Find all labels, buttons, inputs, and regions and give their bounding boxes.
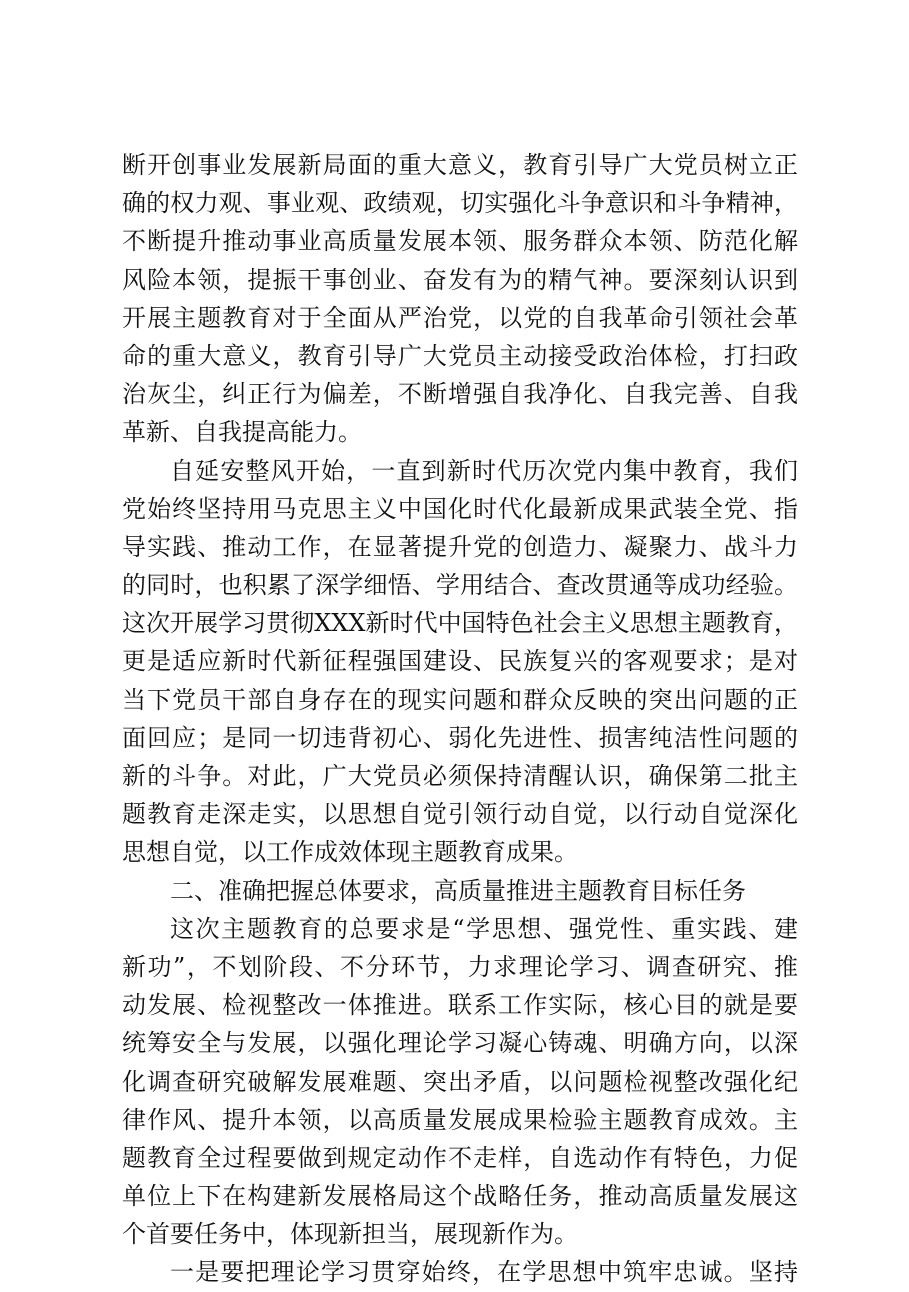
text-line: 当下党员干部自身存在的现实问题和群众反映的突出问题的正	[122, 685, 798, 714]
text-line: 开展主题教育对于全面从严治党，以党的自我革命引领社会革	[122, 303, 798, 332]
text-line: 律作风、提升本领，以高质量发展成果检验主题教育成效。主	[122, 1105, 798, 1134]
text-line: 面回应；是同一切违背初心、弱化先进性、损害纯洁性问题的	[122, 723, 798, 752]
text-line: 自延安整风开始，一直到新时代历次党内集中教育，我们	[170, 456, 798, 485]
text-line: 个首要任务中，体现新担当，展现新作为。	[122, 1220, 578, 1249]
text-line: 新的斗争。对此，广大党员必须保持清醒认识，确保第二批主	[122, 762, 798, 790]
text-line: 题教育走深走实，以思想自觉引领行动自觉，以行动自觉深化	[122, 800, 798, 829]
text-line: 一是要把理论学习贯穿始终，在学思想中筑牢忠诚。坚持	[170, 1258, 798, 1287]
text-line: 革新、自我提高能力。	[122, 418, 362, 447]
text-line: 导实践、推动工作，在显著提升党的创造力、凝聚力、战斗力	[122, 532, 798, 561]
text-line: 二、准确把握总体要求，高质量推进主题教育目标任务	[170, 876, 746, 905]
text-line: 题教育全过程要做到规定动作不走样，自选动作有特色，力促	[122, 1143, 798, 1172]
text-line: 思想自觉，以工作成效体现主题教育成果。	[122, 838, 578, 867]
text-line: 更是适应新时代新征程强国建设、民族复兴的客观要求；是对	[122, 647, 798, 676]
text-line: 治灰尘，纠正行为偏差，不断增强自我净化、自我完善、自我	[122, 380, 798, 409]
text-line: 这次主题教育的总要求是“学思想、强党性、重实践、建	[170, 914, 798, 943]
text-line: 单位上下在构建新发展格局这个战略任务，推动高质量发展这	[122, 1182, 798, 1211]
text-line: 命的重大意义，教育引导广大党员主动接受政治体检，打扫政	[122, 341, 798, 370]
text-line: 化调查研究破解发展难题、突出矛盾，以问题检视整改强化纪	[122, 1067, 798, 1096]
document-body	[122, 146, 798, 1292]
text-line: 这次开展学习贯彻XXX新时代中国特色社会主义思想主题教育，	[122, 609, 798, 638]
text-line: 新功”，不划阶段、不分环节，力求理论学习、调查研究、推	[122, 952, 798, 981]
text-line: 风险本领，提振干事创业、奋发有为的精气神。要深刻认识到	[122, 265, 798, 294]
text-line: 统筹安全与发展，以强化理论学习凝心铸魂、明确方向，以深	[122, 1029, 798, 1058]
text-line: 动发展、检视整改一体推进。联系工作实际，核心目的就是要	[122, 991, 798, 1020]
text-line: 的同时，也积累了深学细悟、学用结合、查改贯通等成功经验。	[122, 571, 798, 600]
text-line: 不断提升推动事业高质量发展本领、服务群众本领、防范化解	[122, 227, 798, 256]
text-line: 党始终坚持用马克思主义中国化时代化最新成果武装全党、指	[122, 494, 798, 523]
text-line: 确的权力观、事业观、政绩观，切实强化斗争意识和斗争精神，	[122, 189, 798, 218]
text-line: 断开创事业发展新局面的重大意义，教育引导广大党员树立正	[122, 151, 798, 179]
